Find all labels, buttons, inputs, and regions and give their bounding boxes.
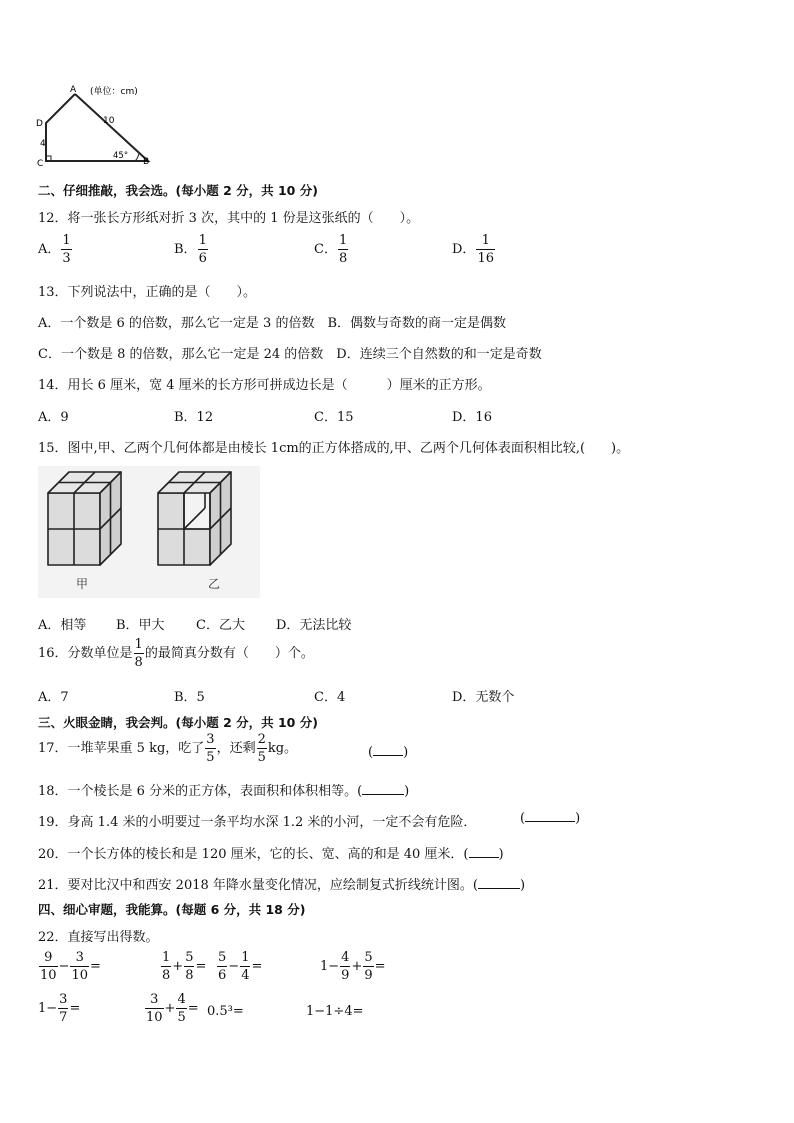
label-a: A	[70, 85, 77, 95]
e3-op: −	[228, 959, 240, 974]
q21-text	[38, 874, 525, 893]
q12-text: 12．将一张长方形纸对折 3 次，其中的 1 份是这张纸的（ ）。	[38, 211, 420, 226]
label-c: C	[37, 159, 44, 169]
e2-n2: 5	[185, 950, 194, 965]
e5-n1: 3	[59, 992, 68, 1007]
q21-paren-close: )	[519, 878, 526, 893]
q15-option-b[interactable]: B．甲大	[116, 618, 165, 633]
q19-paren-open: (	[520, 811, 526, 826]
q17-suffix: kg。	[267, 741, 298, 756]
q18-answer-blank[interactable]	[362, 794, 404, 795]
e6-op: +	[164, 1001, 176, 1016]
q20-body: 20．一个长方体的棱长和是 120 厘米，它的长、宽、高的和是 40 厘米．(	[38, 847, 469, 862]
q19-paren-close: )	[575, 811, 581, 826]
q14-option-b[interactable]: B．12	[174, 410, 214, 425]
q20-text	[38, 843, 504, 862]
cube-figures	[38, 466, 260, 598]
e2-op: +	[172, 959, 184, 974]
e4-d1: 9	[341, 968, 350, 983]
q15-option-a[interactable]: A．相等	[38, 618, 87, 633]
q16-suffix: 的最简真分数有（ ）个。	[144, 646, 314, 661]
q14-text: 14．用长 6 厘米，宽 4 厘米的长方形可拼成边长是（ ）厘米的正方形。	[38, 378, 491, 393]
e6-eq: =	[187, 1001, 199, 1016]
q22-expr-3	[216, 951, 262, 982]
q18-text	[38, 780, 409, 799]
e6-d1: 10	[146, 1010, 163, 1025]
angle-arc	[135, 152, 139, 161]
q13-options-line2: C．一个数是 8 的倍数，那么它一定是 24 的倍数 D．连续三个自然数的和一定是奇数	[38, 347, 542, 362]
q19-answer[interactable]	[520, 811, 580, 826]
e4-n1: 4	[341, 950, 350, 965]
e2-n1: 1	[162, 950, 171, 965]
e6-n1: 3	[145, 993, 164, 1009]
section-2-title: 二、仔细推敲，我会选。(每小题 2 分，共 10 分)	[38, 183, 318, 198]
q16-option-d[interactable]: D．无数个	[452, 690, 515, 705]
q15-option-d[interactable]: D．无法比较	[276, 618, 352, 633]
q22-expr-4	[320, 951, 386, 982]
e3-n2: 1	[241, 950, 250, 965]
q17-mid: ，还剩	[216, 741, 256, 756]
q17-prefix: 17．一堆苹果重 5 kg，吃了	[38, 741, 205, 756]
q17-paren-close: )	[403, 745, 409, 760]
q12-c-num: 1	[338, 233, 348, 248]
q12-c-den: 8	[338, 251, 348, 266]
q12-option-a-label: A．	[38, 242, 61, 257]
e3-eq: =	[251, 959, 263, 974]
q16-option-a[interactable]: A．7	[38, 690, 69, 705]
cube-jia	[48, 472, 121, 565]
side-ab-length: 10	[103, 116, 115, 126]
q17-answer-blank[interactable]	[373, 755, 403, 756]
e4-eq: =	[374, 959, 386, 974]
q12-option-d[interactable]	[452, 234, 496, 265]
e1-d2: 10	[71, 968, 88, 983]
q12-option-a[interactable]	[38, 234, 73, 265]
e5-pre: 1−	[38, 1001, 58, 1016]
q18-body: 18．一个棱长是 6 分米的正方体，表面积和体积相等。(	[38, 784, 363, 799]
q16-den: 8	[134, 655, 143, 670]
q16-option-b[interactable]: B．5	[174, 690, 205, 705]
q14-option-a[interactable]: A．9	[38, 410, 69, 425]
e4-pre: 1−	[320, 959, 340, 974]
q21-answer-blank[interactable]	[478, 888, 520, 889]
q16-prefix: 16．分数单位是	[38, 646, 133, 661]
q22-expr-1	[38, 951, 101, 982]
e3-d1: 6	[218, 968, 227, 983]
q12-a-num: 1	[62, 233, 71, 248]
label-d: D	[36, 119, 43, 129]
e2-eq: =	[195, 959, 207, 974]
q22-expr-6	[144, 993, 199, 1024]
e3-n1: 5	[218, 950, 227, 965]
q22-expr-8: 1−1÷4=	[306, 1004, 364, 1019]
section-3-title: 三、火眼金睛，我会判。(每小题 2 分，共 10 分)	[38, 715, 318, 730]
e1-d1: 10	[40, 968, 57, 983]
e5-d1: 7	[59, 1010, 68, 1025]
label-jia: 甲	[76, 577, 89, 591]
figure-outline	[46, 94, 148, 161]
q12-b-num: 1	[198, 233, 207, 248]
q17-text	[38, 733, 297, 764]
q19-text: 19．身高 1.4 米的小明要过一条平均水深 1.2 米的小河，一定不会有危险．	[38, 815, 477, 830]
e4-op: +	[351, 959, 363, 974]
q12-option-b-label: B．	[174, 242, 197, 257]
section-4-title: 四、细心审题，我能算。(每题 6 分，共 18 分)	[38, 902, 306, 917]
label-b: B	[143, 157, 150, 167]
q17-answer[interactable]	[368, 745, 408, 760]
angle-label: 45°	[113, 151, 129, 161]
e4-d2: 9	[364, 968, 373, 983]
q12-b-den: 6	[198, 251, 207, 266]
q16-num: 1	[134, 637, 143, 652]
q16-option-c[interactable]: C．4	[314, 690, 346, 705]
side-cd-length: 4	[40, 139, 46, 149]
e1-eq: =	[90, 959, 101, 974]
q17-den2: 5	[257, 750, 266, 765]
q12-option-c-label: C．	[314, 242, 337, 257]
q22-text: 22．直接写出得数。	[38, 930, 159, 945]
q21-body: 21．要对比汉中和西安 2018 年降水量变化情况，应绘制复式折线统计图。(	[38, 878, 478, 893]
q19-answer-blank[interactable]	[525, 821, 575, 822]
q12-a-den: 3	[62, 251, 71, 266]
q17-paren-open: (	[368, 745, 374, 760]
q22-expr-7: 0.5³=	[207, 1004, 244, 1019]
q13-text: 13．下列说法中，正确的是（ ）。	[38, 285, 257, 300]
e1-n2: 3	[70, 951, 89, 967]
q15-option-c[interactable]: C．乙大	[196, 618, 245, 633]
q18-paren-close: )	[404, 784, 410, 799]
e2-d2: 8	[185, 968, 194, 983]
q17-den1: 5	[206, 750, 215, 765]
trapezoid-figure	[30, 80, 160, 170]
q15-text: 15．图中,甲、乙两个几何体都是由棱长 1cm的正方体搭成的,甲、乙两个几何体表面积相比较,( )。	[38, 441, 630, 456]
q12-option-b[interactable]	[174, 234, 209, 265]
e2-d1: 8	[162, 968, 171, 983]
q16-text	[38, 638, 314, 669]
e5-eq: =	[69, 1001, 81, 1016]
q13-options-line1: A．一个数是 6 的倍数，那么它一定是 3 的倍数 B．偶数与奇数的商一定是偶数	[38, 316, 507, 331]
q20-paren-close: )	[498, 847, 504, 862]
q22-expr-2	[160, 951, 206, 982]
e6-n2: 4	[177, 992, 186, 1007]
e6-d2: 5	[177, 1010, 186, 1025]
q17-num1: 3	[206, 732, 215, 747]
q17-num2: 2	[257, 732, 266, 747]
q22-expr-5	[38, 993, 80, 1024]
unit-label: (单位：cm)	[90, 87, 138, 97]
e4-n2: 5	[364, 950, 373, 965]
e3-d2: 4	[241, 968, 250, 983]
q20-answer-blank[interactable]	[469, 857, 499, 858]
q14-option-d[interactable]: D．16	[452, 410, 492, 425]
cube-yi	[158, 472, 231, 565]
q14-option-c[interactable]: C．15	[314, 410, 354, 425]
label-yi: 乙	[208, 577, 221, 591]
q12-option-d-label: D．	[452, 242, 476, 257]
q12-d-den: 16	[477, 251, 494, 266]
e1-op: −	[58, 959, 70, 974]
e1-n1: 9	[39, 951, 58, 967]
q12-d-num: 1	[476, 234, 495, 250]
q12-option-c[interactable]	[314, 234, 349, 265]
